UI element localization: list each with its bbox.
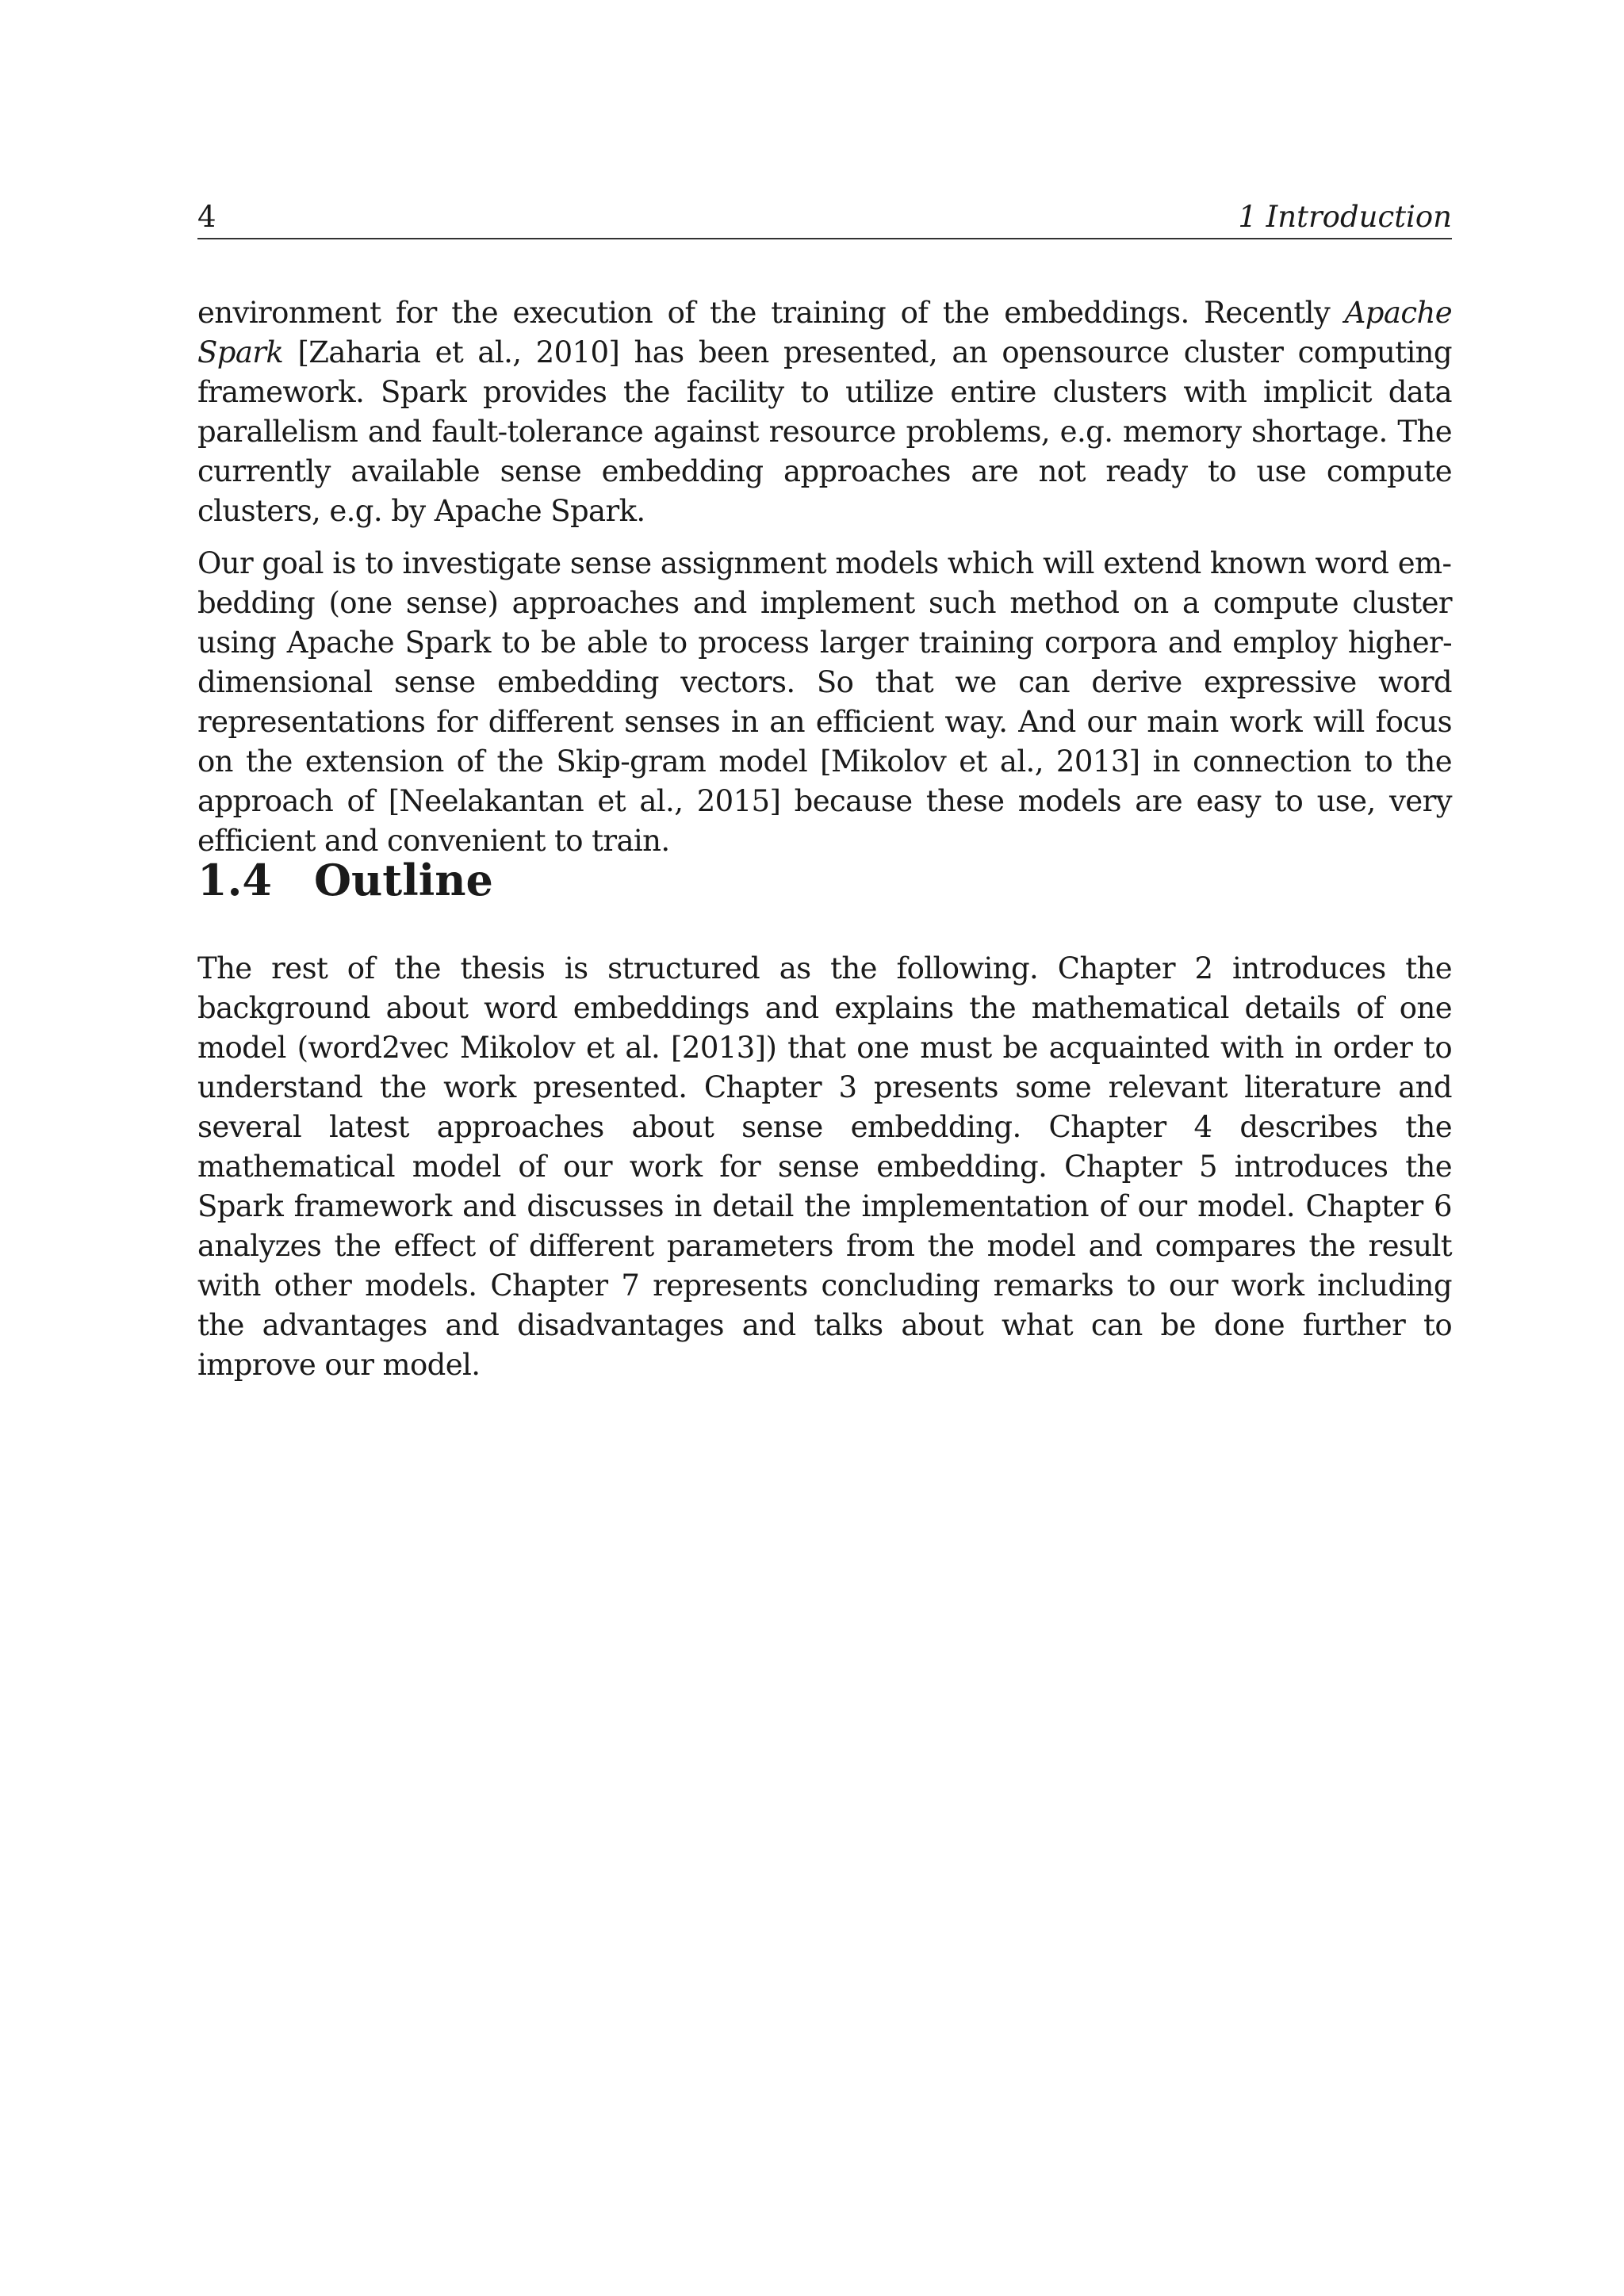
emphasis-apache-spark: Apache Spark: [197, 296, 1452, 369]
paragraph-text: [Zaharia et al., 2010] has been presented, an opensource cluster computing framework. Spark provides the facility to utilize entire clusters with implicit data parallelism and fault-tolerance against resource problems, e.g. memory shortage. The currently available sense embedding approaches are not ready to use compute clusters, e.g. by Apache Spark.: [197, 335, 1452, 528]
paragraph-goal: Our goal is to investigate sense assignment models which will extend known word embedding (one sense) approaches and implement such method on a compute cluster using Apache Spark to be able to process larger training corpora and employ higher-dimensional sense embedding vectors. So that we can derive expressive word representations for different senses in an efficient way. And our main work will focus on the extension of the Skip-gram model [Mikolov et al., 2013] in connection to the approach of [Neelakantan et al., 2015] because these models are easy to use, very efficient and convenient to train.: [197, 546, 1452, 858]
section-heading: [197, 852, 1452, 908]
chapter-title: 1 Introduction: [1238, 200, 1452, 234]
section-number: 1.4: [197, 855, 272, 905]
page-number: 4: [197, 200, 216, 234]
running-header: [197, 197, 1452, 239]
paragraph-text: environment for the execution of the training of the embeddings. Recently: [197, 296, 1345, 330]
intro-text: [197, 293, 1452, 861]
paragraph-outline: The rest of the thesis is structured as the following. Chapter 2 introduces the background about word embeddings and explains the mathematical details of one model (word2vec Mikolov et al. [2013]) that one must be acquainted with in order to understand the work presented. Chapter 3 presents some relevant literature and several latest approaches about sense embedding. Chapter 4 describes the mathematical model of our work for sense embedding. Chapter 5 introduces the Spark framework and discusses in detail the implementation of our model. Chapter 6 analyzes the effect of different parameters from the model and compares the result with other models. Chapter 7 represents concluding remarks to our work including the advantages and disadvantages and talks about what can be done further to improve our model.: [197, 951, 1452, 1382]
outline-text: [197, 949, 1452, 1385]
section-title: Outline: [314, 855, 493, 905]
paragraph-spark-context: [197, 293, 1452, 531]
